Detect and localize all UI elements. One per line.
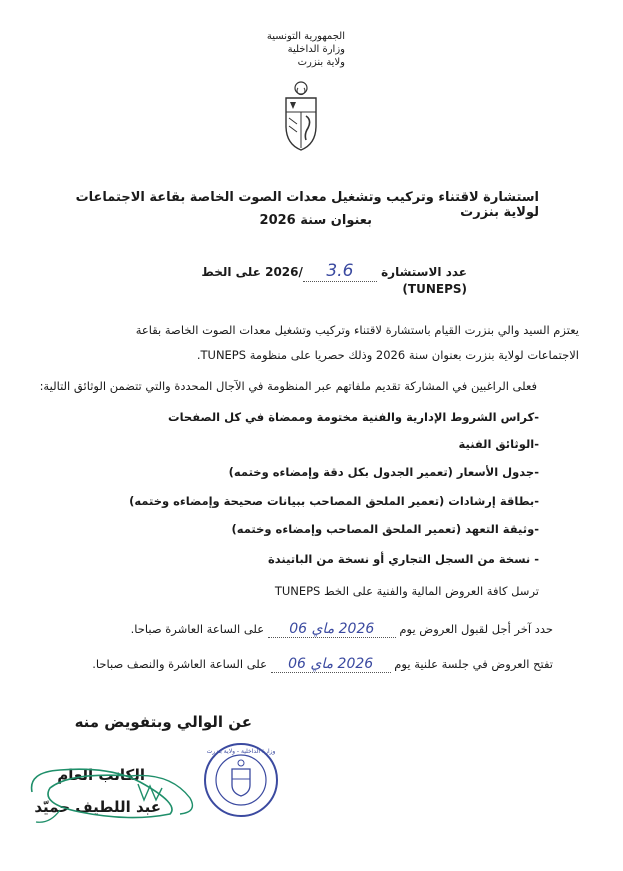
handwritten-signature-icon: [20, 752, 230, 842]
title-line-1: استشارة لاقتناء وتركيب وتشغيل معدات الصوت الخاصة بقاعة الاجتماعات لولاية بنزرت: [75, 190, 539, 220]
document-item: -كراس الشروط الإدارية والفنية مختومة وممضاة في كل الصفحات: [168, 410, 539, 424]
document-item: - نسخة من السجل التجاري أو نسخة من الباتيندة: [267, 552, 539, 566]
document-item: -وثيقة التعهد (تعمير الملحق المصاحب وإمضاءه وختمه): [231, 522, 539, 536]
header-ministry: وزارة الداخلية: [287, 44, 345, 55]
deadline-suffix: على الساعة العاشرة صباحا.: [130, 622, 265, 636]
header-country: الجمهورية التونسية: [266, 31, 345, 42]
opening-handwritten-field: [271, 656, 391, 673]
opening-suffix: على الساعة العاشرة والنصف صباحا.: [92, 657, 267, 671]
deadline-date-handwritten: 2026 ماي 06: [289, 621, 375, 637]
consultation-suffix: /2026 على الخط (TUNEPS): [201, 265, 467, 296]
signature-name: عبد اللطيف حميّد: [34, 798, 161, 816]
header-governorate: ولاية بنزرت: [297, 57, 345, 68]
deadline-prefix: حدد آخر أجل لقبول العروض يوم: [399, 622, 553, 636]
body-paragraph-1-line-1: يعتزم السيد والي بنزرت القيام باستشارة لاقتناء وتركيب وتشغيل معدات الصوت الخاصة بقاعة: [135, 323, 579, 337]
consultation-handwritten-field: [303, 261, 377, 282]
opening-date-handwritten: 2026 ماي 06: [288, 656, 374, 672]
document-item: -الوثائق الفنية: [458, 437, 539, 451]
title-line-2: بعنوان سنة 2026: [259, 213, 372, 228]
submission-note: ترسل كافة العروض المالية والفنية على الخط TUNEPS: [274, 584, 539, 598]
body-paragraph-2: فعلى الراغبين في المشاركة تقديم ملفاتهم عبر المنظومة في الآجال المحددة والتي تتضمن الوثائق التالية:: [39, 379, 537, 393]
signature-role: الكاتب العام: [57, 766, 145, 784]
signature-delegation: عن الوالي وبتفويض منه: [74, 713, 252, 731]
deadline-handwritten-field: [268, 621, 396, 638]
document-item: -جدول الأسعار (تعمير الجدول بكل دقة وإمضاءه وختمه): [228, 465, 539, 479]
consultation-number-line: [147, 261, 467, 296]
header-block: [205, 30, 345, 69]
opening-line: [13, 656, 553, 673]
consultation-label: عدد الاستشارة: [381, 265, 467, 279]
body-paragraph-1-line-2: الاجتماعات لولاية بنزرت بعنوان سنة 2026 وذلك حصريا على منظومة TUNEPS.: [196, 348, 579, 362]
tunisia-emblem-icon: [278, 78, 324, 154]
stamp-text: وزارة الداخلية - ولاية بنزرت: [206, 748, 276, 755]
deadline-line: [13, 621, 553, 638]
opening-prefix: تفتح العروض في جلسة علنية يوم: [394, 657, 553, 671]
document-item: -بطاقة إرشادات (تعمير الملحق المصاحب ببيانات صحيحة وإمضاءه وختمه): [129, 494, 539, 508]
consultation-number-handwritten: 3.6: [326, 261, 354, 281]
